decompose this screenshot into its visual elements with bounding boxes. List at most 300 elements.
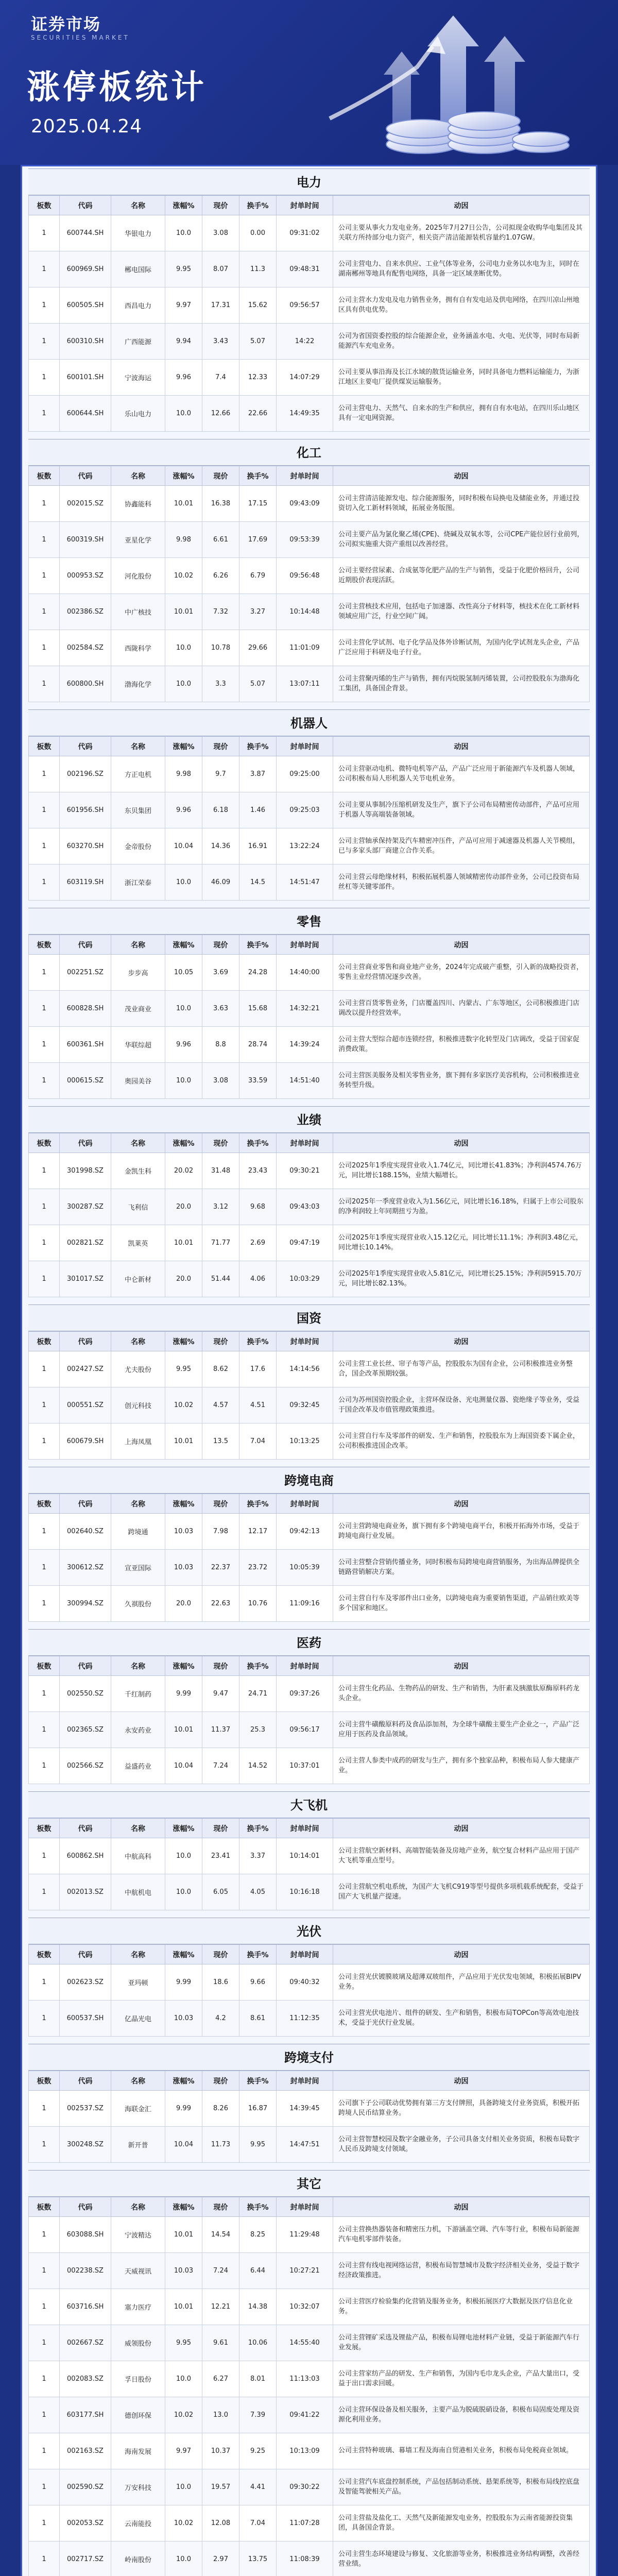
stock-name: 中广核技	[111, 594, 165, 630]
column-header: 板数	[29, 1819, 60, 1838]
column-header: 板数	[29, 1494, 60, 1514]
board-count: 1	[29, 756, 60, 792]
column-header: 封单时间	[277, 1819, 333, 1838]
table-row	[29, 2505, 590, 2541]
turnover-pct: 16.87	[239, 2091, 277, 2127]
price: 19.57	[202, 2469, 239, 2505]
table-row	[29, 2127, 590, 2163]
change-pct: 10.0	[165, 2541, 202, 2576]
table-row	[29, 630, 590, 666]
seal-time: 09:48:31	[277, 251, 333, 287]
stock-code: 002365.SZ	[60, 1712, 111, 1748]
turnover-pct: 17.6	[239, 1351, 277, 1387]
reason: 公司主营牛磺酸原料药及食品添加剂，为全球牛磺酸主要生产企业之一，产品广泛应用于医药及食品领域。	[333, 1712, 590, 1748]
turnover-pct: 4.41	[239, 2469, 277, 2505]
change-pct: 9.99	[165, 1676, 202, 1712]
turnover-pct: 14.52	[239, 1748, 277, 1784]
stock-code: 002251.SZ	[60, 955, 111, 991]
seal-time: 10:32:07	[277, 2289, 333, 2325]
reason: 公司主要从事火力发电业务。2025年7月27日公告，公司拟现金收购华电集团及其关联方所持部分电力资产，相关资产清洁能源装机容量约1.07GW。	[333, 215, 590, 251]
stock-code: 002427.SZ	[60, 1351, 111, 1387]
stock-code: 600969.SH	[60, 251, 111, 287]
reason: 公司主营特种玻璃、幕墙工程及海南自贸港相关业务，积极布局免税商业领域。	[333, 2433, 590, 2469]
column-header: 名称	[111, 1494, 165, 1514]
reason: 公司主营大型综合超市连锁经营，积极推进数字化转型及门店调改，受益于国家促消费政策。	[333, 1027, 590, 1063]
stock-name: 万安科技	[111, 2469, 165, 2505]
turnover-pct: 16.91	[239, 828, 277, 865]
change-pct: 9.94	[165, 324, 202, 360]
sector-section	[28, 908, 590, 1099]
stock-code: 000551.SZ	[60, 1387, 111, 1423]
change-pct: 9.97	[165, 2433, 202, 2469]
reason: 公司主营盐及盐化工、天然气及新能源发电业务，控股股东为云南省能源投资集团，具备国企背景。	[333, 2505, 590, 2541]
seal-time: 10:13:09	[277, 2433, 333, 2469]
board-count: 1	[29, 215, 60, 251]
board-count: 1	[29, 2253, 60, 2289]
column-header: 动因	[333, 1332, 590, 1351]
change-pct: 10.01	[165, 2217, 202, 2253]
seal-time: 09:31:02	[277, 215, 333, 251]
price: 18.6	[202, 1964, 239, 2001]
change-pct: 10.0	[165, 396, 202, 432]
reason: 公司主营自行车及零部件的研发、生产和销售，控股股东为上海国资委下属企业，公司积极推进国企改革。	[333, 1423, 590, 1460]
seal-time: 09:32:45	[277, 1387, 333, 1423]
column-header: 封单时间	[277, 1945, 333, 1964]
reason: 公司2025年1季度实现营业收入5.81亿元，同比增长25.15%；净利润5915.70万元，同比增长82.13%。	[333, 1261, 590, 1297]
stock-name: 跨境通	[111, 1514, 165, 1550]
price: 6.26	[202, 558, 239, 594]
change-pct: 10.02	[165, 2397, 202, 2433]
table-row	[29, 792, 590, 828]
seal-time: 14:22	[277, 324, 333, 360]
price: 7.32	[202, 594, 239, 630]
sector-section	[28, 168, 590, 432]
board-count: 1	[29, 2397, 60, 2433]
column-header: 名称	[111, 1332, 165, 1351]
change-pct: 10.01	[165, 1423, 202, 1460]
reason: 公司主营驱动电机、微特电机等产品，产品广泛应用于新能源汽车及机器人领域，公司积极布局人形机器人关节电机业务。	[333, 756, 590, 792]
stock-code: 600644.SH	[60, 396, 111, 432]
turnover-pct: 0.00	[239, 215, 277, 251]
stock-code: 600319.SH	[60, 522, 111, 558]
sector-title: 国资	[28, 1304, 590, 1331]
sector-title: 跨境电商	[28, 1467, 590, 1494]
price: 7.98	[202, 1514, 239, 1550]
reason: 公司主营环保设备及相关服务，主要产品为脱硫脱硝设备，积极布局固废处理及资源化利用业务。	[333, 2397, 590, 2433]
column-header: 换手%	[239, 1819, 277, 1838]
change-pct: 9.96	[165, 360, 202, 396]
column-header: 现价	[202, 935, 239, 955]
table-row	[29, 251, 590, 287]
column-header: 名称	[111, 1945, 165, 1964]
stock-name: 宁波精达	[111, 2217, 165, 2253]
table-row	[29, 2469, 590, 2505]
reason: 公司主营智慧校园及数字金融业务，子公司具备支付相关业务资质，积极布局数字人民币及跨境支付领域。	[333, 2127, 590, 2163]
change-pct: 9.96	[165, 1027, 202, 1063]
stock-code: 601956.SH	[60, 792, 111, 828]
seal-time: 09:43:09	[277, 486, 333, 522]
column-header: 换手%	[239, 1494, 277, 1514]
column-header: 换手%	[239, 1332, 277, 1351]
sector-section	[28, 1106, 590, 1297]
stock-table	[28, 1656, 590, 1784]
column-header: 代码	[60, 196, 111, 215]
stock-code: 600310.SH	[60, 324, 111, 360]
board-count: 1	[29, 2505, 60, 2541]
stock-name: 西昌电力	[111, 287, 165, 324]
reason: 公司主营轴承保持架及汽车精密冲压件，产品可应用于减速器及机器人关节模组，已与多家头部厂商建立合作关系。	[333, 828, 590, 865]
sector-section	[28, 439, 590, 702]
stock-code: 002640.SZ	[60, 1514, 111, 1550]
price: 6.61	[202, 522, 239, 558]
stock-name: 金凯生科	[111, 1153, 165, 1189]
column-header: 名称	[111, 737, 165, 756]
stock-name: 威领股份	[111, 2325, 165, 2361]
stock-code: 002053.SZ	[60, 2505, 111, 2541]
reason: 公司主要产品为氯化聚乙烯(CPE)、烧碱及双氧水等，公司CPE产能位居行业前列，公司拟实施重大资产重组以改善经营。	[333, 522, 590, 558]
stock-name: 创元科技	[111, 1387, 165, 1423]
seal-time: 11:01:09	[277, 630, 333, 666]
board-count: 1	[29, 1189, 60, 1225]
stock-code: 002015.SZ	[60, 486, 111, 522]
table-row	[29, 1189, 590, 1225]
table-row	[29, 2541, 590, 2576]
price: 6.18	[202, 792, 239, 828]
stock-table	[28, 2071, 590, 2163]
seal-time: 13:22:24	[277, 828, 333, 865]
stock-name: 华银电力	[111, 215, 165, 251]
table-row	[29, 594, 590, 630]
stock-table	[28, 736, 590, 901]
change-pct: 20.0	[165, 1189, 202, 1225]
page-date: 2025.04.24	[31, 116, 143, 137]
price: 8.26	[202, 2091, 239, 2127]
stock-code: 603270.SH	[60, 828, 111, 865]
column-header: 涨幅%	[165, 1133, 202, 1153]
table-row	[29, 486, 590, 522]
reason: 公司2025年1季度实现营业收入1.74亿元，同比增长41.83%；净利润4574.76万元，同比增长188.15%，业绩大幅增长。	[333, 1153, 590, 1189]
price: 8.07	[202, 251, 239, 287]
stock-code: 002550.SZ	[60, 1676, 111, 1712]
table-row	[29, 1423, 590, 1460]
board-count: 1	[29, 1351, 60, 1387]
column-header: 代码	[60, 1133, 111, 1153]
reason: 公司为省国资委控股的综合能源企业，业务涵盖水电、火电、光伏等，同时布局新能源汽车充电业务。	[333, 324, 590, 360]
stock-code: 300994.SZ	[60, 1586, 111, 1622]
reason: 公司主营电力、自来水供应、工业气体等业务，公司电力业务以水电为主，同时在湖南郴州等地具有配售电网络，具备一定区域垄断优势。	[333, 251, 590, 287]
stock-name: 河化股份	[111, 558, 165, 594]
seal-time: 09:25:00	[277, 756, 333, 792]
stock-code: 600361.SH	[60, 1027, 111, 1063]
seal-time: 09:47:19	[277, 1225, 333, 1261]
table-row	[29, 2217, 590, 2253]
stock-code: 603716.SH	[60, 2289, 111, 2325]
seal-time: 09:56:48	[277, 558, 333, 594]
column-header: 封单时间	[277, 2071, 333, 2091]
column-header: 代码	[60, 1945, 111, 1964]
column-header: 换手%	[239, 2071, 277, 2091]
change-pct: 10.0	[165, 1063, 202, 1099]
stock-code: 300612.SZ	[60, 1550, 111, 1586]
turnover-pct: 3.87	[239, 756, 277, 792]
reason: 公司为苏州国资控股企业，主营环保设备、光电测量仪器、瓷绝缘子等业务，受益于国企改革及市值管理政策推进。	[333, 1387, 590, 1423]
seal-time: 10:16:18	[277, 1874, 333, 1910]
sector-section	[28, 1629, 590, 1784]
price: 31.48	[202, 1153, 239, 1189]
sector-section	[28, 1304, 590, 1460]
stock-name: 天威视讯	[111, 2253, 165, 2289]
stock-name: 塞力医疗	[111, 2289, 165, 2325]
price: 46.09	[202, 865, 239, 901]
price: 10.37	[202, 2433, 239, 2469]
board-count: 1	[29, 2001, 60, 2037]
table-row	[29, 1387, 590, 1423]
column-header: 封单时间	[277, 935, 333, 955]
price: 3.3	[202, 666, 239, 702]
limit-up-content	[21, 165, 597, 2576]
turnover-pct: 7.04	[239, 2505, 277, 2541]
change-pct: 10.03	[165, 1550, 202, 1586]
reason: 公司主要经营尿素、合成氨等化肥产品的生产与销售，受益于化肥价格回升，公司近期股价表现活跃。	[333, 558, 590, 594]
table-row	[29, 1838, 590, 1874]
reason: 公司主营汽车底盘控制系统，产品包括制动系统、悬架系统等，积极布局线控底盘及智能驾驶相关产品。	[333, 2469, 590, 2505]
table-row	[29, 1550, 590, 1586]
change-pct: 9.95	[165, 251, 202, 287]
stock-name: 云南能投	[111, 2505, 165, 2541]
column-header: 现价	[202, 466, 239, 486]
stock-name: 茂业商业	[111, 991, 165, 1027]
reason: 公司主营生态环境建设与修复、文化旅游等业务，积极推进业务结构调整，改善经营业绩。	[333, 2541, 590, 2576]
column-header: 代码	[60, 1332, 111, 1351]
column-header: 现价	[202, 737, 239, 756]
column-header: 换手%	[239, 1133, 277, 1153]
change-pct: 10.01	[165, 594, 202, 630]
change-pct: 10.0	[165, 991, 202, 1027]
table-row	[29, 1063, 590, 1099]
stock-code: 603177.SH	[60, 2397, 111, 2433]
board-count: 1	[29, 558, 60, 594]
table-row	[29, 1712, 590, 1748]
stock-table	[28, 2197, 590, 2576]
sector-section	[28, 709, 590, 901]
column-header: 动因	[333, 935, 590, 955]
seal-time: 14:55:40	[277, 2325, 333, 2361]
table-row	[29, 828, 590, 865]
table-row	[29, 1964, 590, 2001]
seal-time: 14:14:56	[277, 1351, 333, 1387]
stock-code: 002821.SZ	[60, 1225, 111, 1261]
seal-time: 14:51:47	[277, 865, 333, 901]
stock-code: 600101.SH	[60, 360, 111, 396]
stock-name: 海南发展	[111, 2433, 165, 2469]
turnover-pct: 23.43	[239, 1153, 277, 1189]
seal-time: 14:39:45	[277, 2091, 333, 2127]
seal-time: 09:40:32	[277, 1964, 333, 2001]
seal-time: 09:25:03	[277, 792, 333, 828]
seal-time: 13:07:11	[277, 666, 333, 702]
seal-time: 09:37:26	[277, 1676, 333, 1712]
turnover-pct: 24.28	[239, 955, 277, 991]
table-row	[29, 2397, 590, 2433]
price: 13.5	[202, 1423, 239, 1460]
stock-code: 002238.SZ	[60, 2253, 111, 2289]
seal-time: 14:07:29	[277, 360, 333, 396]
stock-table	[28, 466, 590, 702]
board-count: 1	[29, 2127, 60, 2163]
turnover-pct: 4.05	[239, 1874, 277, 1910]
change-pct: 9.99	[165, 1964, 202, 2001]
sector-section	[28, 2170, 590, 2576]
column-header: 换手%	[239, 196, 277, 215]
column-header: 板数	[29, 2197, 60, 2217]
table-row	[29, 360, 590, 396]
reason: 公司主营整合营销传播业务，同时积极布局跨境电商营销服务，为出海品牌提供全链路营销解决方案。	[333, 1550, 590, 1586]
turnover-pct: 6.79	[239, 558, 277, 594]
change-pct: 10.04	[165, 2127, 202, 2163]
stock-code: 301998.SZ	[60, 1153, 111, 1189]
turnover-pct: 7.04	[239, 1423, 277, 1460]
turnover-pct: 8.01	[239, 2361, 277, 2397]
change-pct: 10.04	[165, 1748, 202, 1784]
table-row	[29, 558, 590, 594]
column-header: 动因	[333, 1656, 590, 1676]
board-count: 1	[29, 1225, 60, 1261]
stock-name: 凯莱英	[111, 1225, 165, 1261]
stock-code: 002667.SZ	[60, 2325, 111, 2361]
seal-time: 10:05:39	[277, 1550, 333, 1586]
stock-table	[28, 195, 590, 432]
stock-code: 600800.SH	[60, 666, 111, 702]
board-count: 1	[29, 666, 60, 702]
column-header: 现价	[202, 196, 239, 215]
column-header: 现价	[202, 2071, 239, 2091]
board-count: 1	[29, 1027, 60, 1063]
column-header: 涨幅%	[165, 1656, 202, 1676]
turnover-pct: 17.69	[239, 522, 277, 558]
table-row	[29, 2289, 590, 2325]
stock-code: 002083.SZ	[60, 2361, 111, 2397]
table-row	[29, 991, 590, 1027]
sector-title: 医药	[28, 1629, 590, 1656]
board-count: 1	[29, 1550, 60, 1586]
change-pct: 10.0	[165, 215, 202, 251]
column-header: 封单时间	[277, 1656, 333, 1676]
board-count: 1	[29, 360, 60, 396]
column-header: 名称	[111, 2197, 165, 2217]
stock-code: 600862.SH	[60, 1838, 111, 1874]
stock-code: 600505.SH	[60, 287, 111, 324]
column-header: 换手%	[239, 737, 277, 756]
stock-name: 中仑新材	[111, 1261, 165, 1297]
price: 17.31	[202, 287, 239, 324]
turnover-pct: 3.37	[239, 1838, 277, 1874]
column-header: 代码	[60, 1656, 111, 1676]
table-row	[29, 865, 590, 901]
board-count: 1	[29, 2091, 60, 2127]
turnover-pct: 6.44	[239, 2253, 277, 2289]
seal-time: 11:12:35	[277, 2001, 333, 2037]
seal-time: 10:14:48	[277, 594, 333, 630]
change-pct: 20.0	[165, 1586, 202, 1622]
table-row	[29, 1586, 590, 1622]
stock-table	[28, 1331, 590, 1460]
turnover-pct: 14.5	[239, 865, 277, 901]
turnover-pct: 10.76	[239, 1586, 277, 1622]
board-count: 1	[29, 522, 60, 558]
price: 8.62	[202, 1351, 239, 1387]
reason: 公司主营聚丙烯的生产与销售，拥有丙烷脱氢制丙烯装置，公司控股股东为渤海化工集团，具备国企背景。	[333, 666, 590, 702]
column-header: 封单时间	[277, 1133, 333, 1153]
stock-code: 000615.SZ	[60, 1063, 111, 1099]
column-header: 动因	[333, 2197, 590, 2217]
seal-time: 09:56:17	[277, 1712, 333, 1748]
sector-title: 业绩	[28, 1106, 590, 1133]
board-count: 1	[29, 630, 60, 666]
stock-code: 301017.SZ	[60, 1261, 111, 1297]
stock-name: 益盛药业	[111, 1748, 165, 1784]
change-pct: 10.03	[165, 2253, 202, 2289]
reason: 公司主营百货零售业务，门店覆盖四川、内蒙古、广东等地区，公司积极推进门店调改以提升经营效率。	[333, 991, 590, 1027]
sector-title: 机器人	[28, 709, 590, 736]
column-header: 代码	[60, 1494, 111, 1514]
reason: 公司主营工业长丝、帘子布等产品，控股股东为国有企业，公司积极推进业务整合，国企改革预期较强。	[333, 1351, 590, 1387]
seal-time: 11:13:03	[277, 2361, 333, 2397]
column-header: 封单时间	[277, 2197, 333, 2217]
board-count: 1	[29, 1153, 60, 1189]
seal-time: 14:40:00	[277, 955, 333, 991]
price: 8.8	[202, 1027, 239, 1063]
reason: 公司主营航空机电系统，为国产大飞机C919等型号提供多项机载系统配套，受益于国产大飞机量产提速。	[333, 1874, 590, 1910]
price: 51.44	[202, 1261, 239, 1297]
column-header: 板数	[29, 737, 60, 756]
sector-title: 其它	[28, 2170, 590, 2197]
change-pct: 10.04	[165, 828, 202, 865]
turnover-pct: 14.38	[239, 2289, 277, 2325]
reason: 公司主要从事沿海及长江水域的散货运输业务，同时具备电力燃料运输能力，为浙江地区主要电厂提供煤炭运输服务。	[333, 360, 590, 396]
stock-name: 渤海化学	[111, 666, 165, 702]
column-header: 名称	[111, 1133, 165, 1153]
seal-time: 10:13:25	[277, 1423, 333, 1460]
column-header: 动因	[333, 466, 590, 486]
board-count: 1	[29, 1063, 60, 1099]
stock-code: 600828.SH	[60, 991, 111, 1027]
stock-name: 上海凤凰	[111, 1423, 165, 1460]
column-header: 换手%	[239, 1656, 277, 1676]
column-header: 动因	[333, 1945, 590, 1964]
seal-time: 11:08:39	[277, 2541, 333, 2576]
brand-name: 证券市场	[31, 14, 101, 34]
table-row	[29, 1514, 590, 1550]
column-header: 板数	[29, 1133, 60, 1153]
turnover-pct: 9.95	[239, 2127, 277, 2163]
change-pct: 10.02	[165, 2505, 202, 2541]
column-header: 现价	[202, 1945, 239, 1964]
board-count: 1	[29, 1676, 60, 1712]
turnover-pct: 13.75	[239, 2541, 277, 2576]
change-pct: 9.96	[165, 792, 202, 828]
change-pct: 10.0	[165, 2361, 202, 2397]
table-row	[29, 522, 590, 558]
stock-code: 002623.SZ	[60, 1964, 111, 2001]
board-count: 1	[29, 2433, 60, 2469]
stock-name: 亚玛顿	[111, 1964, 165, 2001]
stock-name: 飞利信	[111, 1189, 165, 1225]
stock-name: 千红制药	[111, 1676, 165, 1712]
board-count: 1	[29, 1514, 60, 1550]
stock-code: 002584.SZ	[60, 630, 111, 666]
price: 9.7	[202, 756, 239, 792]
seal-time: 14:47:51	[277, 2127, 333, 2163]
